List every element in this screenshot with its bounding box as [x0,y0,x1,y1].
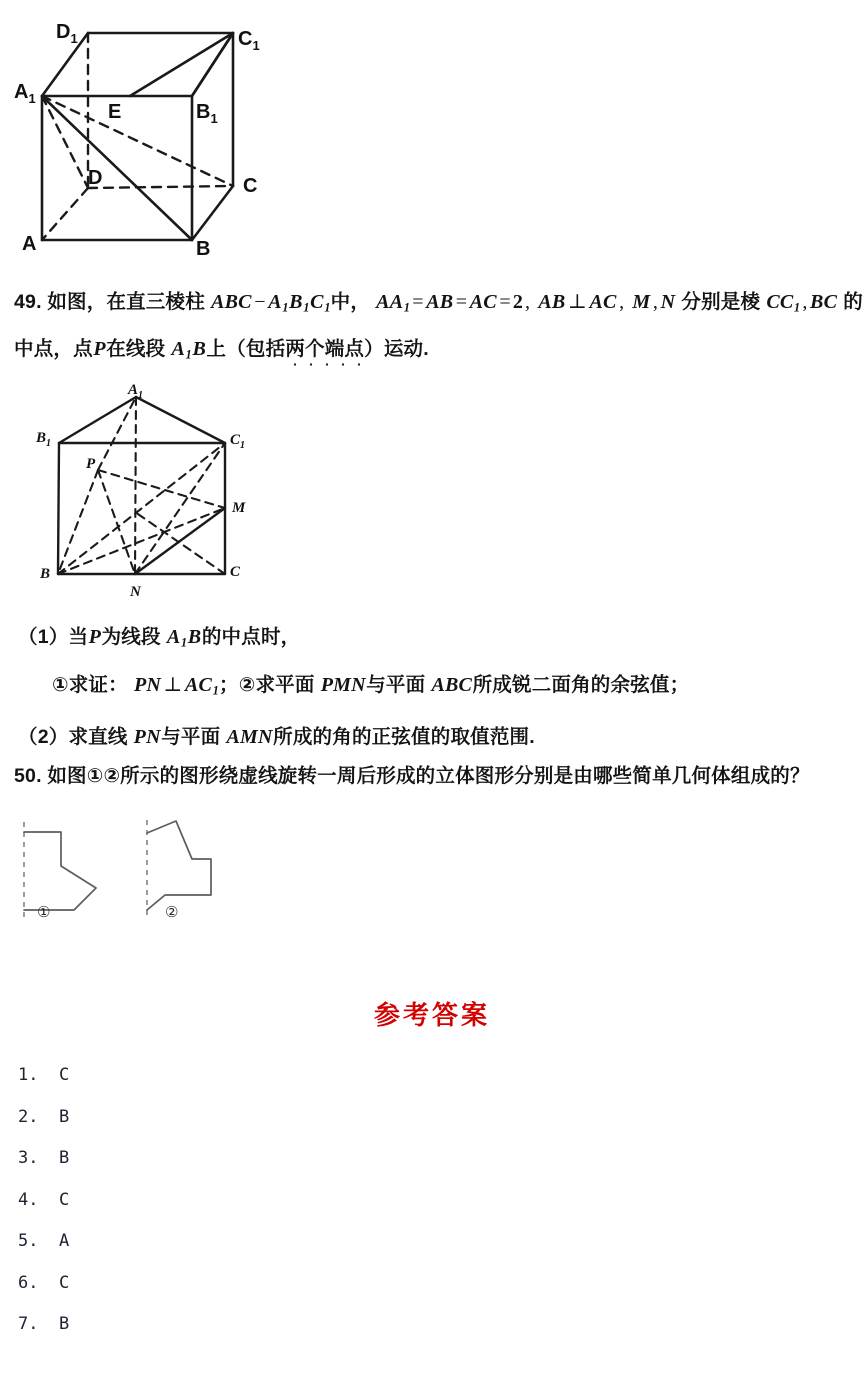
answer-number: 1. [18,1065,39,1085]
q49-number: 49 [14,291,37,313]
figure-caption-2: ② [165,905,179,921]
cube-svg [0,0,300,275]
q50-text: 如图①②所示的图形绕虚线旋转一周后形成的立体图形分别是由哪些简单几何体组成的？ [47,765,810,787]
prism-label-A1: $A_1$ [128,382,144,401]
prism-label-M: M [232,500,246,516]
answers-list [18,1055,318,1346]
question-49-part-1: （1）当P为线段 $A_1B$的中点时， [18,626,301,650]
question-49-part-2: （2）求直线 PN与平面 AMN所成的角的正弦值的取值范围. [18,726,535,748]
question-49-line-1: 49. 如图，在直三棱柱 ABC − $A_1B_1C_1$中， $AA_1$ = AB = AC = 2 , AB ⊥ AC , M , N 分别是棱 $CC_1$ , BC 的 [14,291,863,315]
prism-label-B: B [40,566,51,582]
q49-line1-text1: 如图，在直三棱柱 [47,291,205,313]
prism-label-N: N [130,584,141,600]
answer-row [18,1304,318,1346]
cube-label-D1: $D_1$ [56,21,78,46]
answer-number: 2. [18,1106,39,1127]
cube-label-B: B [196,238,211,260]
rotation-shape-2-figure [125,818,235,923]
answer-row [18,1097,318,1139]
rotation-shape-1-figure [8,818,118,923]
answer-number: 5. [18,1231,39,1251]
cube-label-A1: $A_1$ [14,81,36,106]
prism-label-C: C [230,564,241,580]
figure-caption-1: ① [37,905,51,921]
prism-svg [0,382,280,607]
answer-value: C [58,1189,70,1210]
answer-value: B [58,1148,70,1168]
answer-value: B [58,1314,70,1334]
emphasis-dotted-text: 两个端点 [285,338,365,360]
answer-value: A [58,1231,70,1251]
answer-number: 7. [18,1314,39,1334]
cube-label-C: C [243,175,258,197]
answer-number: 4. [18,1189,39,1210]
answer-row [18,1138,318,1180]
answer-row [18,1180,318,1222]
answer-row [18,1263,318,1305]
cube-label-E: E [108,101,122,123]
answer-row [18,1055,318,1097]
cube-figure [0,0,300,275]
cube-label-C1: $C_1$ [238,28,260,53]
cube-label-B1: $B_1$ [196,101,218,126]
rotation-shape-2-outline [147,821,211,910]
cube-label-D: D [88,167,103,189]
prism-label-C1: $C_1$ [230,432,246,451]
prism-figure [0,382,280,607]
question-50-line: 50. 如图①②所示的图形绕虚线旋转一周后形成的立体图形分别是由哪些简单几何体组成的？ [14,765,810,787]
q49-m-aa1: AA [376,291,404,313]
answer-value: C [58,1065,70,1085]
rotation-shape-1-outline [24,832,96,910]
answer-value: C [58,1272,70,1293]
rotation-shape-2-svg [125,818,235,923]
prism-label-P: P [86,456,96,472]
q50-number: 50 [14,765,37,787]
q49-m-abc: ABC [211,291,252,313]
cube-label-A: A [22,233,37,255]
rotation-shape-1-svg [8,818,118,923]
answer-value: B [58,1106,70,1127]
answer-row [18,1221,318,1263]
question-49-line-2: 中点，点P在线段 $A_1B$上（包括两个端点）运动. [14,338,429,362]
answers-heading: 参考答案 [373,1000,490,1030]
answer-number: 3. [18,1148,39,1168]
question-49-part-1-items: ①求证： PN ⊥ $AC_1$；②求平面 PMN与平面 ABC所成锐二面角的余弦值； [52,674,690,698]
answer-number: 6. [18,1272,39,1293]
prism-label-B1: $B_1$ [36,430,52,449]
